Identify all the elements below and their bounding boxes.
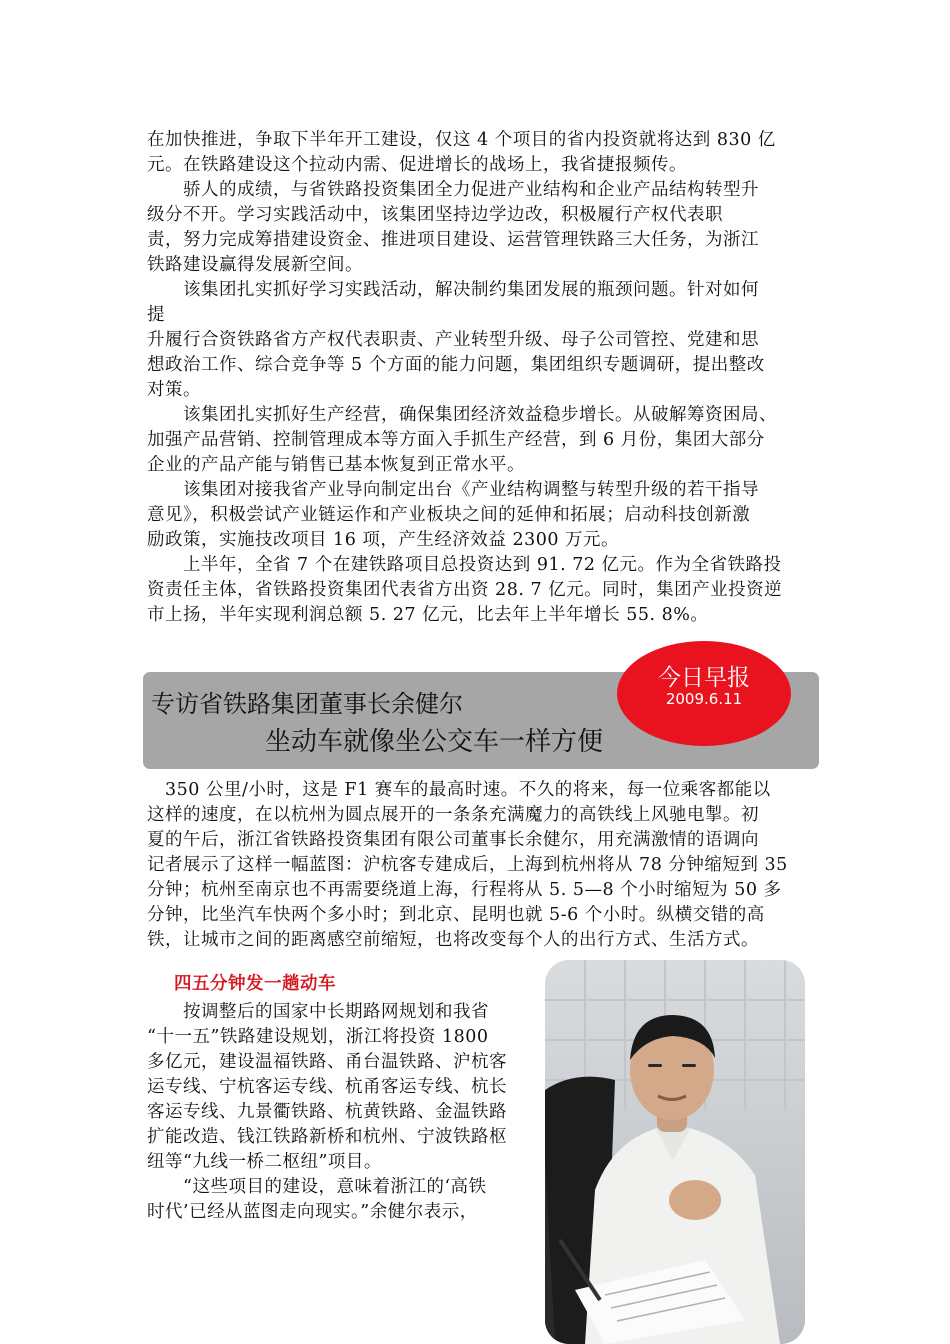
text-line: 对策。	[147, 380, 201, 400]
text-line: 按调整后的国家中长期路网规划和我省	[147, 1002, 489, 1022]
text-line: 在加快推进，争取下半年开工建设，仅这 4 个项目的省内投资就将达到 830 亿	[147, 130, 776, 150]
text-line: 资责任主体，省铁路投资集团代表省方出资 28. 7 亿元。同时，集团产业投资逆	[147, 580, 783, 600]
text-line: 该集团对接我省产业导向制定出台《产业结构调整与转型升级的若干指导	[147, 480, 759, 500]
text-line: 上半年，全省 7 个在建铁路项目总投资达到 91. 72 亿元。作为全省铁路投	[147, 555, 782, 575]
source-badge-name: 今日早报	[658, 665, 750, 691]
text-line: 骄人的成绩，与省铁路投资集团全力促进产业结构和企业产品结构转型升	[147, 180, 759, 200]
interview-title: 专访省铁路集团董事长余健尔	[151, 690, 463, 718]
text-line: 升履行合资铁路省方产权代表职责、产业转型升级、母子公司管控、党建和思	[147, 330, 759, 350]
text-line: 运专线、宁杭客运专线、杭甬客运专线、杭长	[147, 1077, 507, 1097]
text-line: “这些项目的建设，意味着浙江的‘高铁	[147, 1177, 487, 1197]
interview-photo	[545, 960, 805, 1344]
text-line: 意见》，积极尝试产业链运作和产业板块之间的延伸和拓展；启动科技创新激	[147, 505, 751, 525]
text-line: 该集团扎实抓好生产经营，确保集团经济效益稳步增长。从破解筹资困局、	[147, 405, 777, 425]
text-line: 责，努力完成筹措建设资金、推进项目建设、运营管理铁路三大任务，为浙江	[147, 230, 759, 250]
text-line: 元。在铁路建设这个拉动内需、促进增长的战场上，我省捷报频传。	[147, 155, 687, 175]
text-line: 励政策，实施技改项目 16 项，产生经济效益 2300 万元。	[147, 530, 620, 550]
text-line: 该集团扎实抓好学习实践活动，解决制约集团发展的瓶颈问题。针对如何	[147, 280, 759, 300]
text-line: 想政治工作、综合竞争等 5 个方面的能力问题，集团组织专题调研，提出整改	[147, 355, 765, 375]
text-line: 提	[147, 305, 165, 325]
text-line: 时代’已经从蓝图走向现实。”余健尔表示，	[147, 1202, 478, 1222]
text-line: 市上扬，半年实现利润总额 5. 27 亿元，比去年上半年增长 55. 8%。	[147, 605, 709, 625]
source-badge-date: 2009.6.11	[665, 690, 743, 708]
text-line: 多亿元，建设温福铁路、甬台温铁路、沪杭客	[147, 1052, 507, 1072]
text-line: 企业的产品产能与销售已基本恢复到正常水平。	[147, 455, 525, 475]
text-line: 扩能改造、钱江铁路新桥和杭州、宁波铁路枢	[147, 1127, 507, 1147]
text-line: 铁路建设赢得发展新空间。	[147, 255, 363, 275]
text-line: 分钟；杭州至南京也不再需要绕道上海，行程将从 5. 5—8 个小时缩短为 50 多	[147, 880, 782, 900]
section-heading: 四五分钟发一趟动车	[174, 974, 336, 994]
text-line: 夏的午后，浙江省铁路投资集团有限公司董事长余健尔，用充满激情的语调向	[147, 830, 759, 850]
text-line: “十一五”铁路建设规划，浙江将投资 1800	[147, 1027, 489, 1047]
photo-illustration	[545, 960, 805, 1344]
text-line: 级分不开。学习实践活动中，该集团坚持边学边改，积极履行产权代表职	[147, 205, 723, 225]
text-line: 铁，让城市之间的距离感空前缩短，也将改变每个人的出行方式、生活方式。	[147, 930, 759, 950]
text-line: 加强产品营销、控制管理成本等方面入手抓生产经营，到 6 月份，集团大部分	[147, 430, 765, 450]
text-line: 客运专线、九景衢铁路、杭黄铁路、金温铁路	[147, 1102, 507, 1122]
text-line: 分钟，比坐汽车快两个多小时；到北京、昆明也就 5-6 个小时。纵横交错的高	[147, 905, 765, 925]
text-line: 350 公里/小时，这是 F1 赛车的最高时速。不久的将来，每一位乘客都能以	[147, 780, 771, 800]
text-line: 这样的速度，在以杭州为圆点展开的一条条充满魔力的高铁线上风驰电掣。初	[147, 805, 759, 825]
text-line: 记者展示了这样一幅蓝图：沪杭客专建成后，上海到杭州将从 78 分钟缩短到 35	[147, 855, 788, 875]
interview-subtitle: 坐动车就像坐公交车一样方便	[265, 727, 604, 757]
source-badge	[617, 641, 791, 746]
text-line: 纽等“九线一桥二枢纽”项目。	[147, 1152, 382, 1172]
